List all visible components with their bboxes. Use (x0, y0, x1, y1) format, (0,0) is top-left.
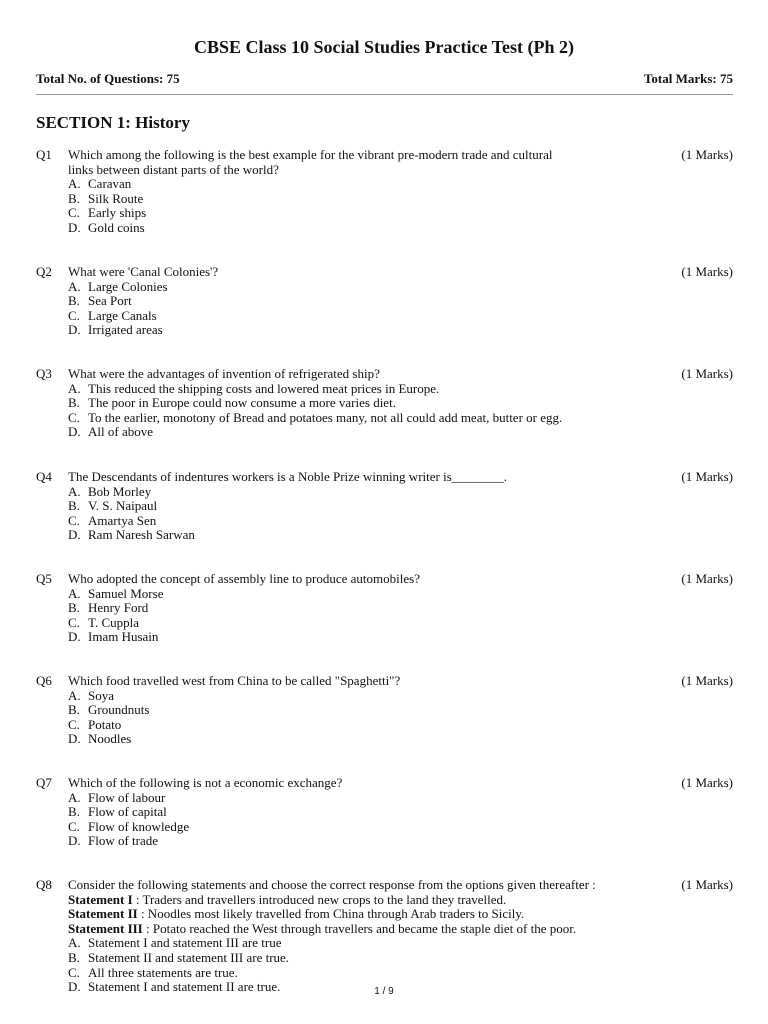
answer-option (68, 703, 613, 718)
question-body (68, 265, 613, 338)
answer-option (68, 791, 613, 806)
answer-option (68, 966, 613, 981)
option-text: Large Canals (88, 307, 157, 323)
question-number: Q4 (36, 469, 52, 484)
option-letter: D. (68, 731, 81, 747)
answer-option (68, 411, 613, 426)
answer-option (68, 528, 613, 543)
question-body (68, 572, 613, 645)
statement-label: Statement III (68, 920, 143, 936)
question-marks: (1 Marks) (681, 366, 733, 381)
option-letter: A. (68, 278, 81, 294)
option-letter: B. (68, 804, 80, 820)
question-number: Q3 (36, 366, 52, 381)
option-text: Ram Naresh Sarwan (88, 527, 195, 543)
option-text: Groundnuts (88, 702, 150, 718)
question-body (68, 367, 613, 440)
option-text: Flow of knowledge (88, 818, 190, 834)
option-text: Large Colonies (88, 278, 168, 294)
answer-option (68, 718, 613, 733)
option-text: Statement II and statement III are true. (88, 949, 290, 965)
answer-option (68, 192, 613, 207)
option-letter: A. (68, 585, 81, 601)
question-text (68, 470, 613, 485)
answer-option (68, 396, 613, 411)
option-text: Imam Husain (88, 629, 159, 645)
answer-option (68, 485, 613, 500)
question-text-line: Consider the following statements and choose the correct response from the options given thereafter : (68, 877, 596, 892)
question-text (68, 148, 613, 177)
option-text: Gold coins (88, 219, 145, 235)
question-number: Q5 (36, 571, 52, 586)
question-text (68, 572, 613, 587)
question-number: Q7 (36, 775, 52, 790)
question-text-line: What were 'Canal Colonies'? (68, 264, 219, 279)
answer-option (68, 951, 613, 966)
question-text (68, 265, 613, 280)
question-3 (36, 367, 733, 440)
option-text: Noodles (88, 731, 132, 747)
question-marks: (1 Marks) (681, 264, 733, 279)
question-number: Q8 (36, 877, 52, 892)
question-text-line: The Descendants of indentures workers is a Noble Prize winning writer is________. (68, 469, 508, 484)
statement (68, 893, 613, 908)
page-number: 1 / 9 (374, 986, 394, 997)
option-letter: A. (68, 789, 81, 805)
answer-option (68, 689, 613, 704)
question-6 (36, 674, 733, 747)
question-marks: (1 Marks) (681, 469, 733, 484)
answer-option (68, 177, 613, 192)
option-letter: D. (68, 833, 81, 849)
statement-text: : Traders and travellers introduced new crops to the land they travelled. (132, 891, 507, 907)
answer-option (68, 820, 613, 835)
option-letter: C. (68, 409, 80, 425)
question-text-line: Which of the following is not a economic exchange? (68, 775, 343, 790)
option-text: This reduced the shipping costs and lowered meat prices in Europe. (88, 380, 440, 396)
question-text-line: Which food travelled west from China to be called "Spaghetti"? (68, 673, 401, 688)
option-letter: C. (68, 512, 80, 528)
option-letter: D. (68, 322, 81, 338)
question-marks: (1 Marks) (681, 571, 733, 586)
option-letter: B. (68, 498, 80, 514)
question-text (68, 367, 613, 382)
answer-option (68, 294, 613, 309)
option-text: Flow of capital (88, 804, 167, 820)
option-letter: A. (68, 176, 81, 192)
answer-option (68, 499, 613, 514)
option-text: To the earlier, monotony of Bread and potatoes many, not all could add meat, butter or egg. (88, 409, 563, 425)
statement (68, 907, 613, 922)
answer-option (68, 834, 613, 849)
option-letter: C. (68, 614, 80, 630)
option-text: Irrigated areas (88, 322, 163, 338)
answer-option (68, 936, 613, 951)
answer-option (68, 732, 613, 747)
option-letter: D. (68, 629, 81, 645)
answer-option (68, 206, 613, 221)
option-text: Caravan (88, 176, 132, 192)
answer-option (68, 280, 613, 295)
answer-option (68, 309, 613, 324)
option-letter: A. (68, 687, 81, 703)
option-letter: D. (68, 527, 81, 543)
question-8 (36, 878, 733, 995)
answer-option (68, 323, 613, 338)
option-letter: A. (68, 483, 81, 499)
question-text (68, 878, 613, 893)
total-questions: Total No. of Questions: 75 (36, 71, 180, 86)
question-number: Q2 (36, 264, 52, 279)
option-letter: C. (68, 205, 80, 221)
option-text: Potato (88, 716, 122, 732)
total-marks: Total Marks: 75 (643, 71, 733, 86)
option-letter: A. (68, 935, 81, 951)
answer-option (68, 616, 613, 631)
question-body (68, 470, 613, 543)
section-heading: SECTION 1: History (36, 113, 190, 132)
option-text: Flow of labour (88, 789, 166, 805)
header-divider (36, 94, 733, 95)
option-text: Flow of trade (88, 833, 159, 849)
statement (68, 922, 613, 937)
option-text: Soya (88, 687, 114, 703)
statement-label: Statement I (68, 891, 133, 907)
answer-option (68, 514, 613, 529)
option-letter: B. (68, 702, 80, 718)
answer-option (68, 630, 613, 645)
answer-option (68, 601, 613, 616)
question-body (68, 148, 613, 236)
option-letter: C. (68, 964, 80, 980)
option-letter: C. (68, 307, 80, 323)
answer-option (68, 587, 613, 602)
question-number: Q6 (36, 673, 52, 688)
question-text (68, 674, 613, 689)
option-text: Henry Ford (88, 600, 149, 616)
option-letter: C. (68, 716, 80, 732)
option-text: All three statements are true. (88, 964, 238, 980)
question-body (68, 878, 613, 995)
statement-text: : Noodles most likely travelled from China through Arab traders to Sicily. (137, 906, 525, 922)
option-letter: B. (68, 395, 80, 411)
question-text-line: Who adopted the concept of assembly line to produce automobiles? (68, 571, 420, 586)
question-body (68, 776, 613, 849)
option-text: V. S. Naipaul (88, 498, 158, 514)
page-title: CBSE Class 10 Social Studies Practice Test (Ph 2) (193, 37, 574, 57)
option-text: Amartya Sen (88, 512, 157, 528)
option-text: Bob Morley (88, 483, 152, 499)
option-text: Silk Route (88, 190, 144, 206)
option-letter: A. (68, 380, 81, 396)
option-text: The poor in Europe could now consume a more varies diet. (88, 395, 396, 411)
answer-option (68, 221, 613, 236)
question-text-line: Which among the following is the best example for the vibrant pre-modern trade and cultural (68, 147, 553, 162)
option-letter: D. (68, 424, 81, 440)
option-letter: B. (68, 190, 80, 206)
option-text: Sea Port (88, 293, 132, 309)
answer-option (68, 425, 613, 440)
option-text: T. Cuppla (88, 614, 140, 630)
statement-label: Statement II (68, 906, 138, 922)
option-letter: B. (68, 600, 80, 616)
question-number: Q1 (36, 147, 52, 162)
option-text: Statement I and statement II are true. (88, 979, 281, 995)
question-text-line: What were the advantages of invention of refrigerated ship? (68, 366, 380, 381)
statement-text: : Potato reached the West through travellers and became the staple diet of the poor. (142, 920, 577, 936)
option-letter: B. (68, 949, 80, 965)
option-text: Statement I and statement III are true (88, 935, 282, 951)
question-marks: (1 Marks) (681, 877, 733, 892)
question-2 (36, 265, 733, 338)
option-letter: B. (68, 293, 80, 309)
question-marks: (1 Marks) (681, 775, 733, 790)
question-text (68, 776, 613, 791)
option-text: Early ships (88, 205, 147, 221)
question-5 (36, 572, 733, 645)
answer-option (68, 805, 613, 820)
option-text: All of above (88, 424, 153, 440)
question-marks: (1 Marks) (681, 673, 733, 688)
question-text-line: links between distant parts of the world? (68, 161, 279, 177)
question-4 (36, 470, 733, 543)
option-letter: D. (68, 219, 81, 235)
answer-option (68, 382, 613, 397)
question-body (68, 674, 613, 747)
question-1 (36, 148, 733, 236)
option-letter: C. (68, 818, 80, 834)
option-text: Samuel Morse (88, 585, 164, 601)
question-7 (36, 776, 733, 849)
option-letter: D. (68, 979, 81, 995)
question-marks: (1 Marks) (681, 147, 733, 162)
